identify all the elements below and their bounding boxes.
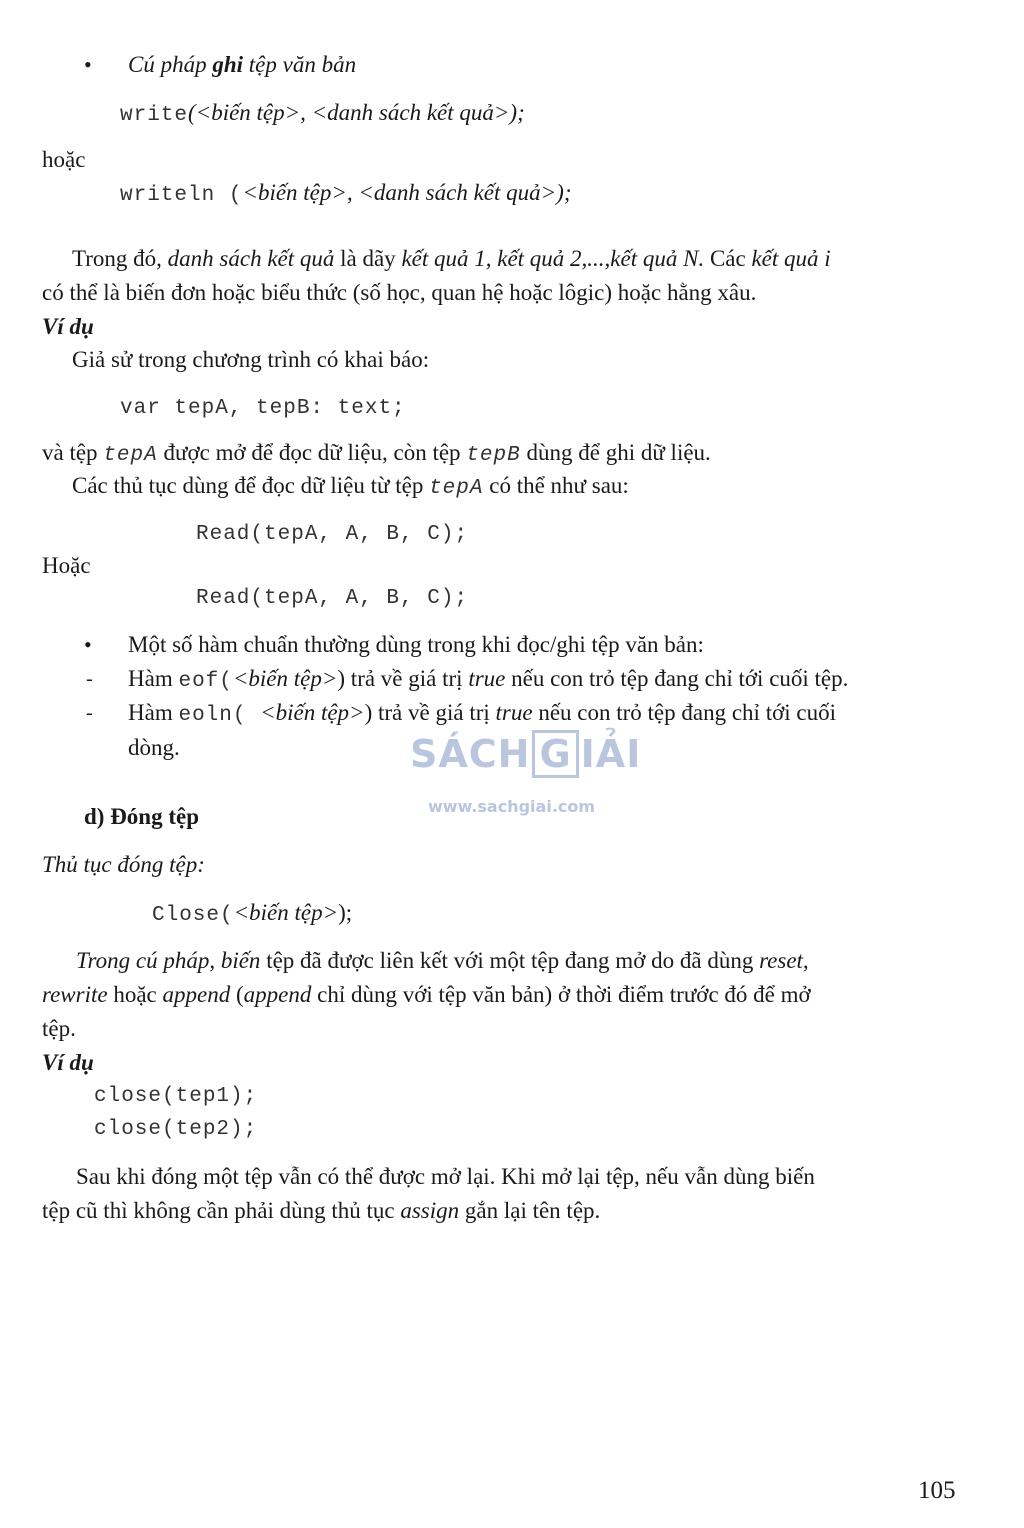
example-label-2: Ví dụ [42, 1050, 94, 1075]
write-syntax-line: write(<biến tệp>, <danh sách kết quả>); [120, 100, 525, 127]
explain-line-2: có thể là biến đơn hoặc biểu thức (số học, quan hệ hoặc lôgic) hoặc hằng xâu. [42, 280, 757, 305]
example-label: Ví dụ [42, 314, 94, 339]
eoln-description: Hàm eoln( <biến tệp>) trả về giá trị true nếu con trỏ tệp đang chỉ tới cuối [128, 700, 836, 727]
watermark-logo: SÁCH G IẢI [410, 732, 642, 776]
final-line-1: Sau khi đóng một tệp vẫn có thể được mở lại. Khi mở lại tệp, nếu vẫn dùng biến [76, 1164, 815, 1189]
explain-line-1: Trong đó, danh sách kết quả là dãy kết quả 1, kết quả 2,...,kết quả N. Các kết quả i [72, 246, 831, 271]
final-line-2: tệp cũ thì không cần phải dùng thủ tục assign gắn lại tên tệp. [42, 1198, 601, 1223]
example-intro: Giả sử trong chương trình có khai báo: [72, 347, 430, 372]
close-explain-line-3: tệp. [42, 1016, 76, 1041]
or-word-2: Hoặc [42, 553, 91, 578]
functions-intro: Một số hàm chuẩn thường dùng trong khi đọc/ghi tệp văn bản: [128, 632, 704, 657]
dash-symbol: - [86, 668, 93, 690]
close-proc-label: Thủ tục đóng tệp: [42, 852, 205, 877]
close-example-2: close(tep2); [94, 1118, 258, 1141]
bullet-symbol: • [84, 52, 92, 77]
watermark-url: www.sachgiai.com [428, 797, 596, 816]
dash-symbol: - [86, 702, 93, 724]
writeln-syntax-line: writeln (<biến tệp>, <danh sách kết quả>); [120, 180, 572, 207]
close-syntax: Close(<biến tệp>); [152, 900, 353, 927]
close-explain-line-2: rewrite hoặc append (append chỉ dùng với tệp văn bản) ở thời điểm trước đó để mở [42, 982, 811, 1007]
read-statement-1: Read(tepA, A, B, C); [196, 523, 469, 546]
var-declaration: var tepA, tepB: text; [120, 397, 406, 420]
bullet-symbol: • [84, 632, 92, 657]
or-word: hoặc [42, 147, 86, 172]
read-statement-2: Read(tepA, A, B, C); [196, 587, 469, 610]
close-heading: d) Đóng tệp [84, 804, 200, 829]
eof-description: Hàm eof(<biến tệp>) trả về giá trị true nếu con trỏ tệp đang chỉ tới cuối tệp. [128, 666, 849, 693]
tep-usage-line: và tệp tepA được mở để đọc dữ liệu, còn tệp tepB dùng để ghi dữ liệu. [42, 440, 711, 467]
close-explain-line-1: Trong cú pháp, biến tệp đã được liên kết với một tệp đang mở do đã dùng reset, [76, 948, 809, 973]
write-syntax-heading: Cú pháp ghi tệp văn bản [128, 52, 357, 77]
eoln-description-cont: dòng. [128, 735, 180, 760]
close-example-1: close(tep1); [94, 1085, 258, 1108]
read-procedures-line: Các thủ tục dùng để đọc dữ liệu từ tệp tepA có thể như sau: [72, 473, 629, 500]
page-number: 105 [918, 1477, 956, 1504]
